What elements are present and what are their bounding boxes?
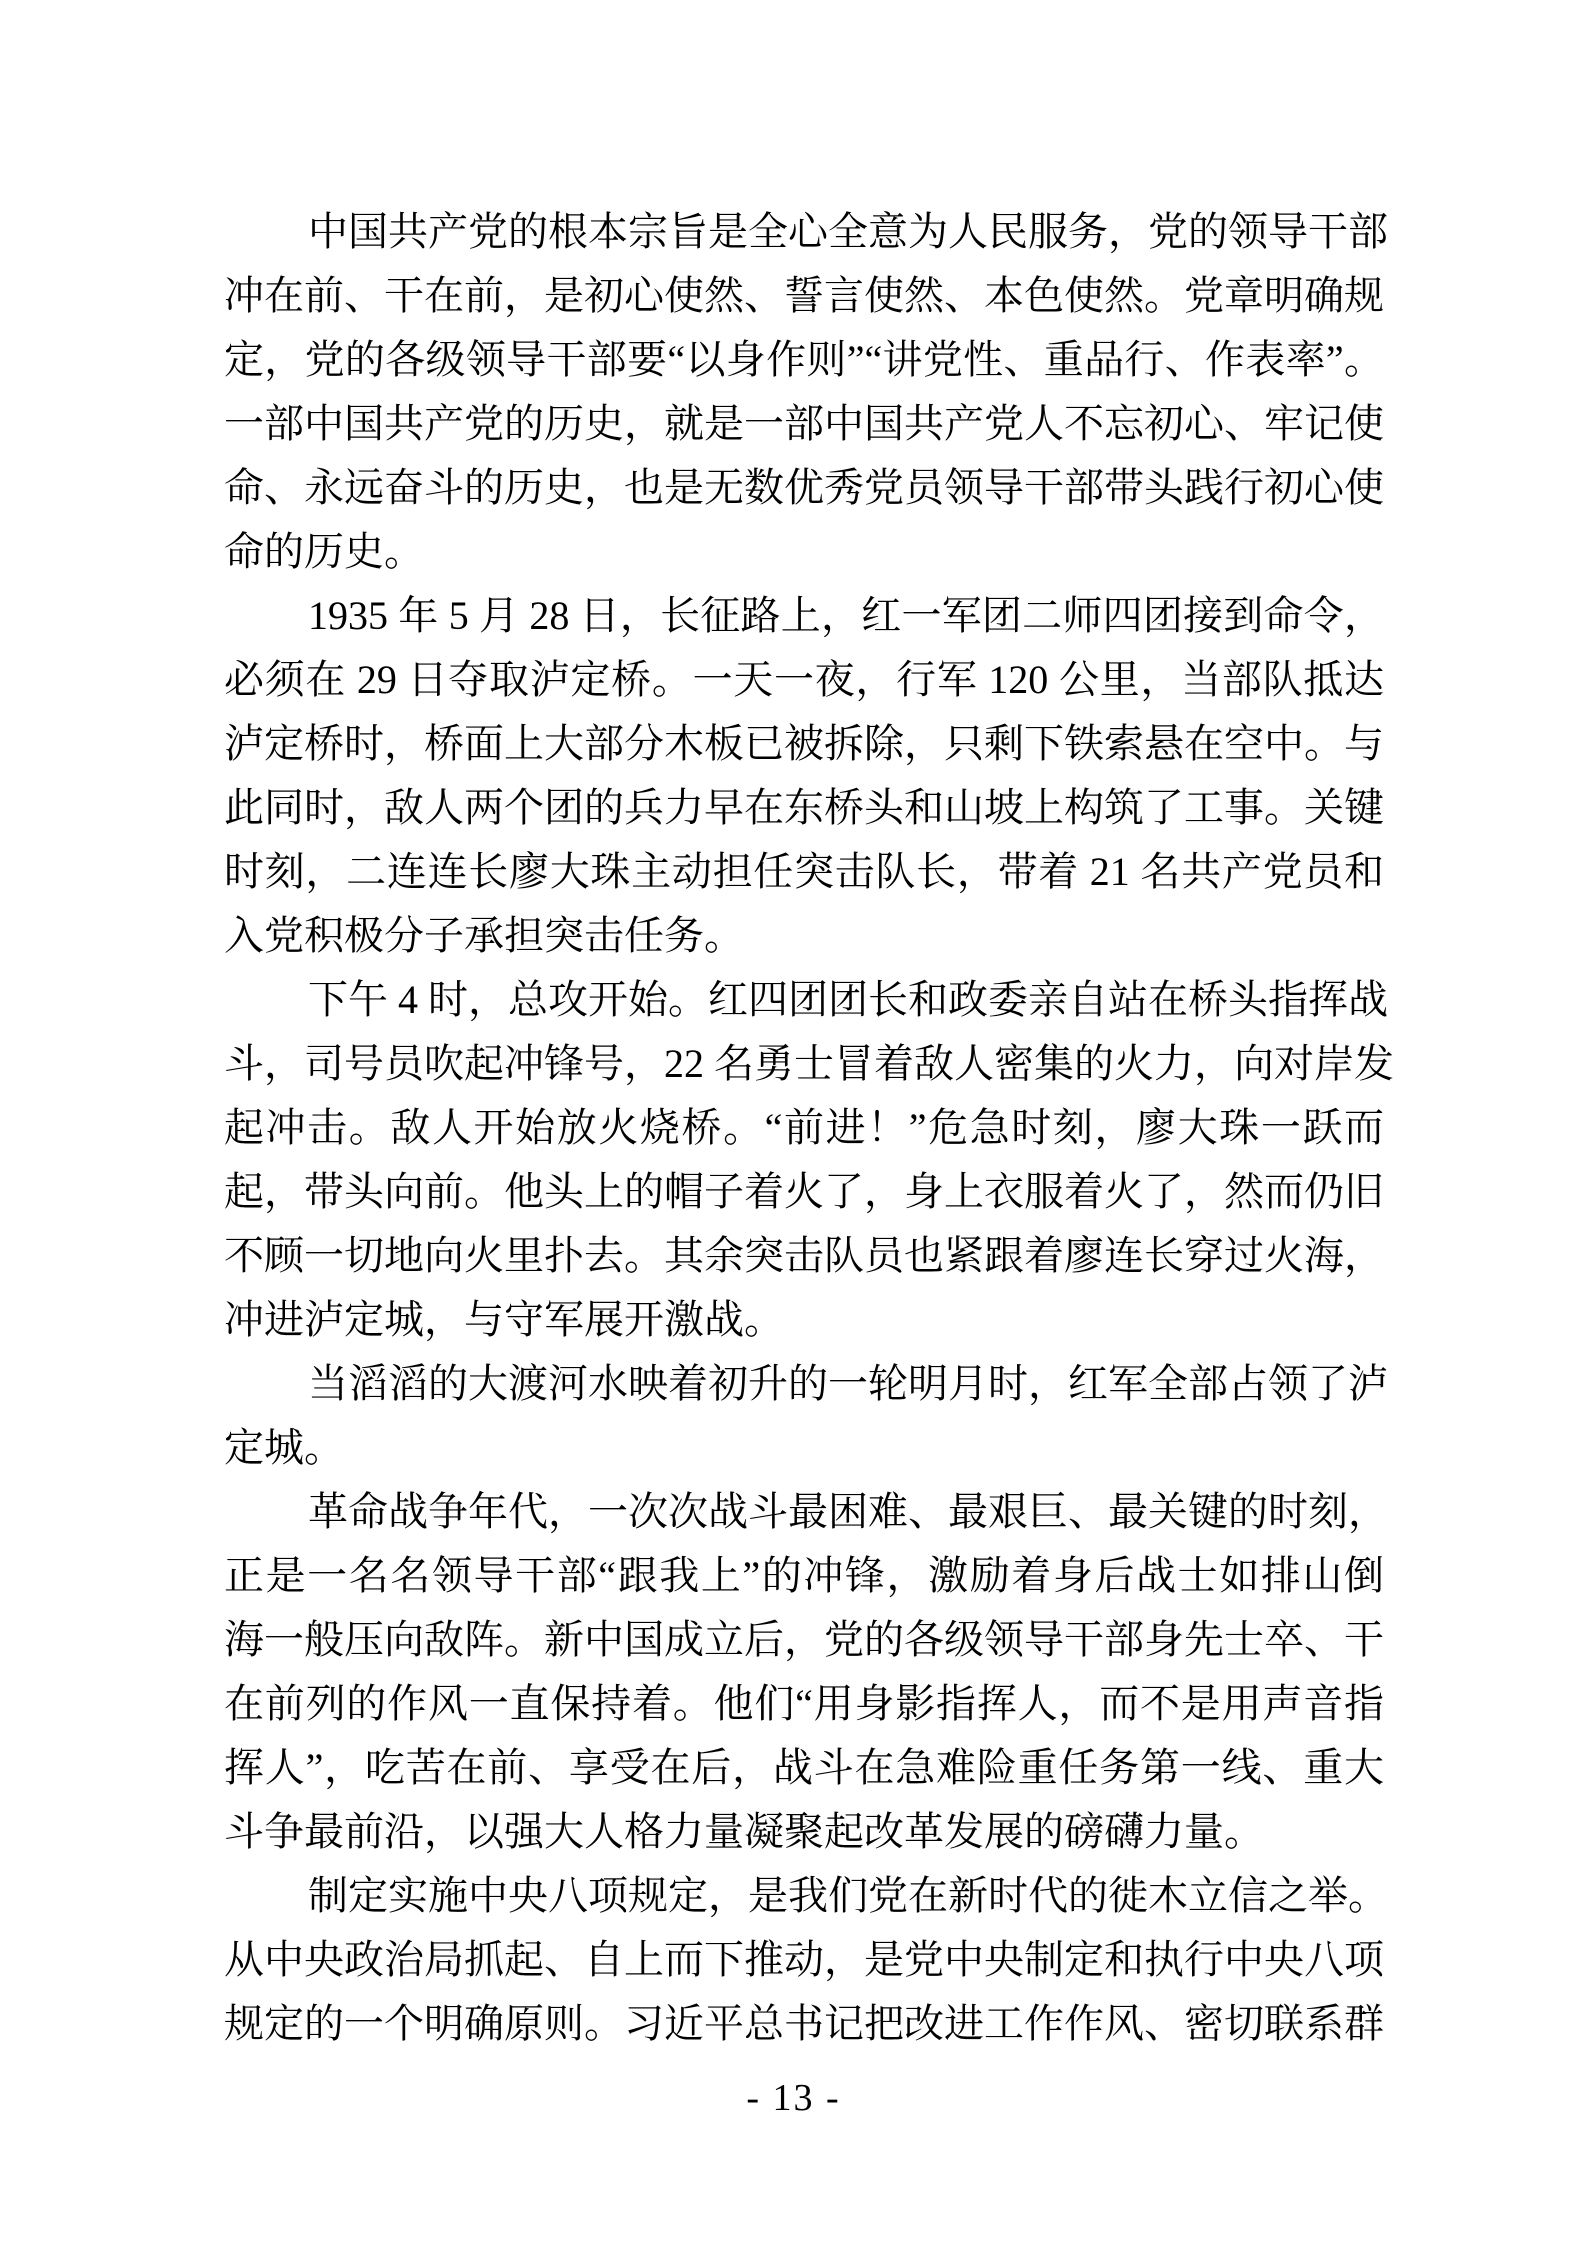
text-line: 正是一名名领导干部“跟我上”的冲锋，激励着身后战士如排山倒 [224, 1553, 1384, 1598]
text-line: 一部中国共产党的历史，就是一部中国共产党人不忘初心、牢记使 [224, 401, 1384, 446]
text-line: 斗争最前沿，以强大人格力量凝聚起改革发展的磅礴力量。 [224, 1809, 1264, 1854]
page-footer [0, 2076, 1587, 2120]
text-line: 下午 4 时，总攻开始。红四团团长和政委亲自站在桥头指挥战 [308, 977, 1388, 1022]
text-line: 冲进泸定城，与守军展开激战。 [224, 1297, 784, 1342]
text-line: 中国共产党的根本宗旨是全心全意为人民服务，党的领导干部 [308, 209, 1388, 254]
text-line: 命、永远奋斗的历史，也是无数优秀党员领导干部带头践行初心使 [224, 465, 1384, 510]
text-line: 必须在 29 日夺取泸定桥。一天一夜，行军 120 公里，当部队抵达 [224, 657, 1384, 702]
page-number: - 13 - [746, 2077, 841, 2119]
body-text [224, 200, 1394, 2056]
text-line: 从中央政治局抓起、自上而下推动，是党中央制定和执行中央八项 [224, 1937, 1384, 1982]
text-line: 挥人”，吃苦在前、享受在后，战斗在急难险重任务第一线、重大 [224, 1745, 1384, 1790]
text-line: 不顾一切地向火里扑去。其余突击队员也紧跟着廖连长穿过火海， [224, 1233, 1384, 1278]
text-line: 革命战争年代，一次次战斗最困难、最艰巨、最关键的时刻， [308, 1489, 1388, 1534]
text-line: 此同时，敌人两个团的兵力早在东桥头和山坡上构筑了工事。关键 [224, 785, 1384, 830]
text-line: 时刻，二连连长廖大珠主动担任突击队长，带着 21 名共产党员和 [224, 849, 1384, 894]
text-line: 冲在前、干在前，是初心使然、誓言使然、本色使然。党章明确规 [224, 273, 1384, 318]
text-line: 制定实施中央八项规定，是我们党在新时代的徙木立信之举。 [308, 1873, 1388, 1918]
text-line: 1935 年 5 月 28 日，长征路上，红一军团二师四团接到命令， [308, 593, 1384, 638]
text-line: 定，党的各级领导干部要“以身作则”“讲党性、重品行、作表率”。 [224, 337, 1384, 382]
text-line: 当滔滔的大渡河水映着初升的一轮明月时，红军全部占领了泸 [308, 1361, 1388, 1406]
text-line: 在前列的作风一直保持着。他们“用身影指挥人，而不是用声音指 [224, 1681, 1384, 1726]
text-line: 泸定桥时，桥面上大部分木板已被拆除，只剩下铁索悬在空中。与 [224, 721, 1384, 766]
text-line: 起冲击。敌人开始放火烧桥。“前进！”危急时刻，廖大珠一跃而 [224, 1105, 1384, 1150]
text-line: 海一般压向敌阵。新中国成立后，党的各级领导干部身先士卒、干 [224, 1617, 1384, 1662]
text-line: 斗，司号员吹起冲锋号，22 名勇士冒着敌人密集的火力，向对岸发 [224, 1041, 1394, 1086]
text-line: 命的历史。 [224, 529, 424, 574]
text-line: 定城。 [224, 1425, 344, 1470]
text-line: 起，带头向前。他头上的帽子着火了，身上衣服着火了，然而仍旧 [224, 1169, 1384, 1214]
text-line: 入党积极分子承担突击任务。 [224, 913, 744, 958]
text-line: 规定的一个明确原则。习近平总书记把改进工作作风、密切联系群 [224, 2001, 1384, 2046]
